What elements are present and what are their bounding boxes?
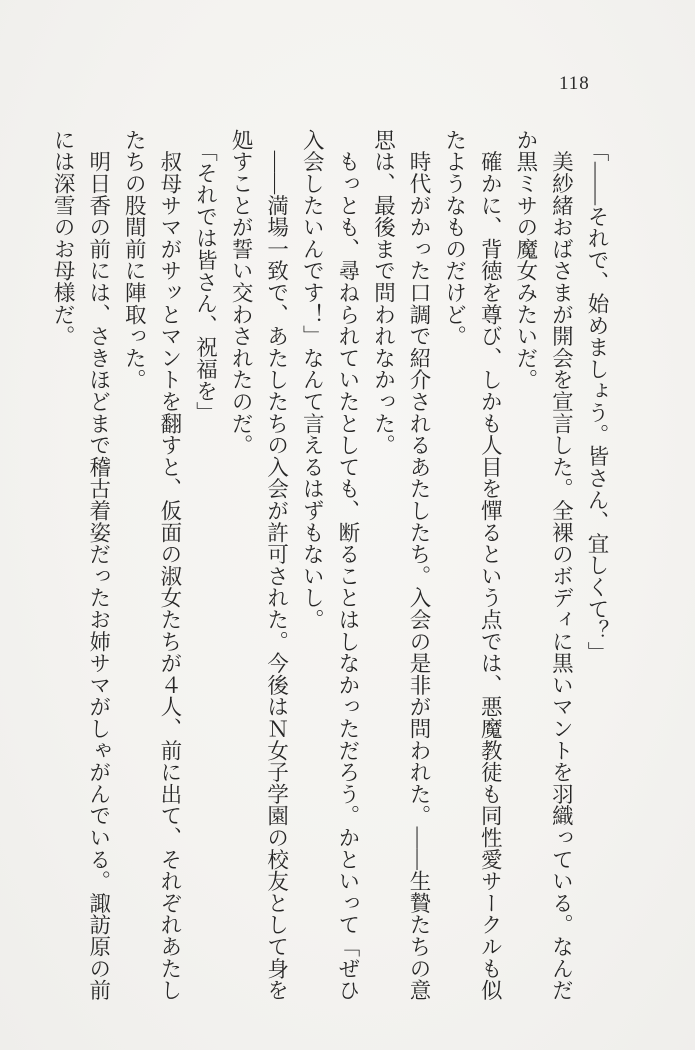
text-line: 叔母サマがサッとマントを翻すと、仮面の淑女たちが４人、前に出て、それぞれあたし <box>157 129 182 1001</box>
text-line: 美紗緒おばさまが開会を宣言した。全裸のボディに黒いマントを羽織っている。なんだ <box>549 129 574 1001</box>
text-line: たようなものだけど。 <box>442 129 467 347</box>
text-line: 明日香の前には、さきほどまで稽古着姿だったお姉サマがしゃがんでいる。諏訪原の前 <box>86 129 111 1001</box>
page-number: 118 <box>559 73 590 94</box>
text-line: 処すことが誓い交わされたのだ。 <box>229 129 254 456</box>
text-line: 時代がかった口調で紹介されるあたしたち。入会の是非が問われた。——生贄たちの意 <box>407 129 432 1001</box>
text-line: たちの股間前に陣取った。 <box>122 129 147 391</box>
body-text <box>45 129 615 1017</box>
text-line: 確かに、背徳を尊び、しかも人目を憚るという点では、悪魔教徒も同性愛サークルも似 <box>478 129 503 1001</box>
text-line: か黒ミサの魔女みたいだ。 <box>513 129 538 391</box>
text-line: には深雪のお母様だ。 <box>51 129 76 347</box>
text-line: 入会したいんです！」なんて言えるはずもないし。 <box>300 129 325 631</box>
text-line: 思は、最後まで問われなかった。 <box>371 129 396 456</box>
text-line: 「——それで、始めましょう。皆さん、宜しくて？」 <box>585 129 609 664</box>
text-line: ——満場一致で、あたしたちの入会が許可された。今後はＮ女子学園の校友として身を <box>264 129 289 1001</box>
text-line: もっとも、尋ねられていたとしても、断ることはしなかっただろう。かといって「ぜひ <box>335 129 360 1001</box>
text-line: 「それでは皆さん、祝福を」 <box>193 129 218 424</box>
